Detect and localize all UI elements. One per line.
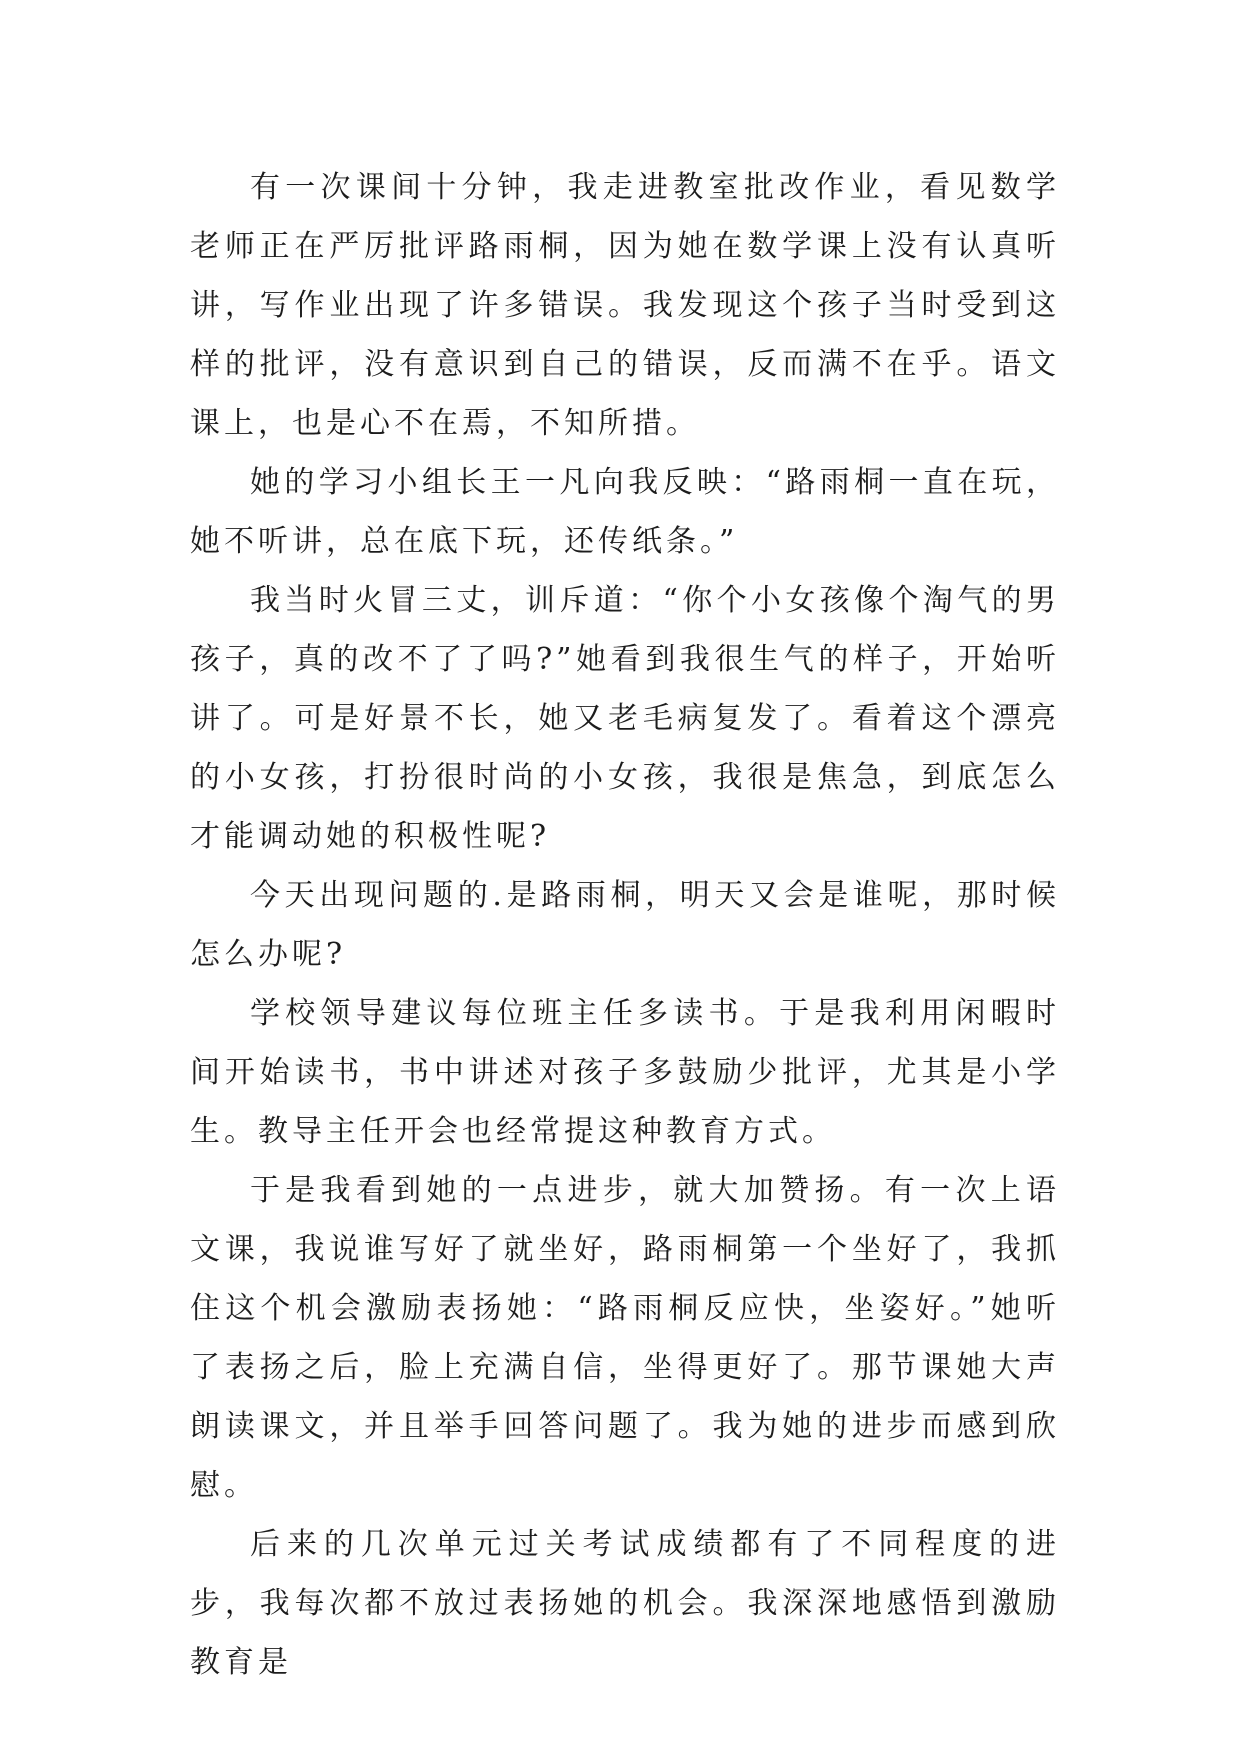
document-body — [190, 158, 1060, 1692]
paragraph-4: 今天出现问题的.是路雨桐，明天又会是谁呢，那时候怎么办呢? — [190, 878, 1060, 972]
paragraph-2: 她的学习小组长王一凡向我反映：“路雨桐一直在玩，她不听讲，总在底下玩，还传纸条。” — [190, 465, 1060, 559]
paragraph-1: 有一次课间十分钟，我走进教室批改作业，看见数学老师正在严厉批评路雨桐，因为她在数学课上没有认真听讲，写作业出现了许多错误。我发现这个孩子当时受到这样的批评，没有意识到自己的错误，反而满不在乎。语文课上，也是心不在焉，不知所措。 — [190, 170, 1060, 441]
paragraph-7: 后来的几次单元过关考试成绩都有了不同程度的进步，我每次都不放过表扬她的机会。我深深地感悟到激励教育是 — [190, 1527, 1060, 1680]
paragraph-3: 我当时火冒三丈，训斥道：“你个小女孩像个淘气的男孩子，真的改不了了吗?”她看到我很生气的样子，开始听讲了。可是好景不长，她又老毛病复发了。看着这个漂亮的小女孩，打扮很时尚的小女孩，我很是焦急，到底怎么才能调动她的积极性呢? — [190, 583, 1060, 854]
paragraph-6: 于是我看到她的一点进步，就大加赞扬。有一次上语文课，我说谁写好了就坐好，路雨桐第一个坐好了，我抓住这个机会激励表扬她：“路雨桐反应快，坐姿好。”她听了表扬之后，脸上充满自信，坐得更好了。那节课她大声朗读课文，并且举手回答问题了。我为她的进步而感到欣慰。 — [190, 1173, 1060, 1503]
paragraph-5: 学校领导建议每位班主任多读书。于是我利用闲暇时间开始读书，书中讲述对孩子多鼓励少批评，尤其是小学生。教导主任开会也经常提这种教育方式。 — [190, 996, 1060, 1149]
